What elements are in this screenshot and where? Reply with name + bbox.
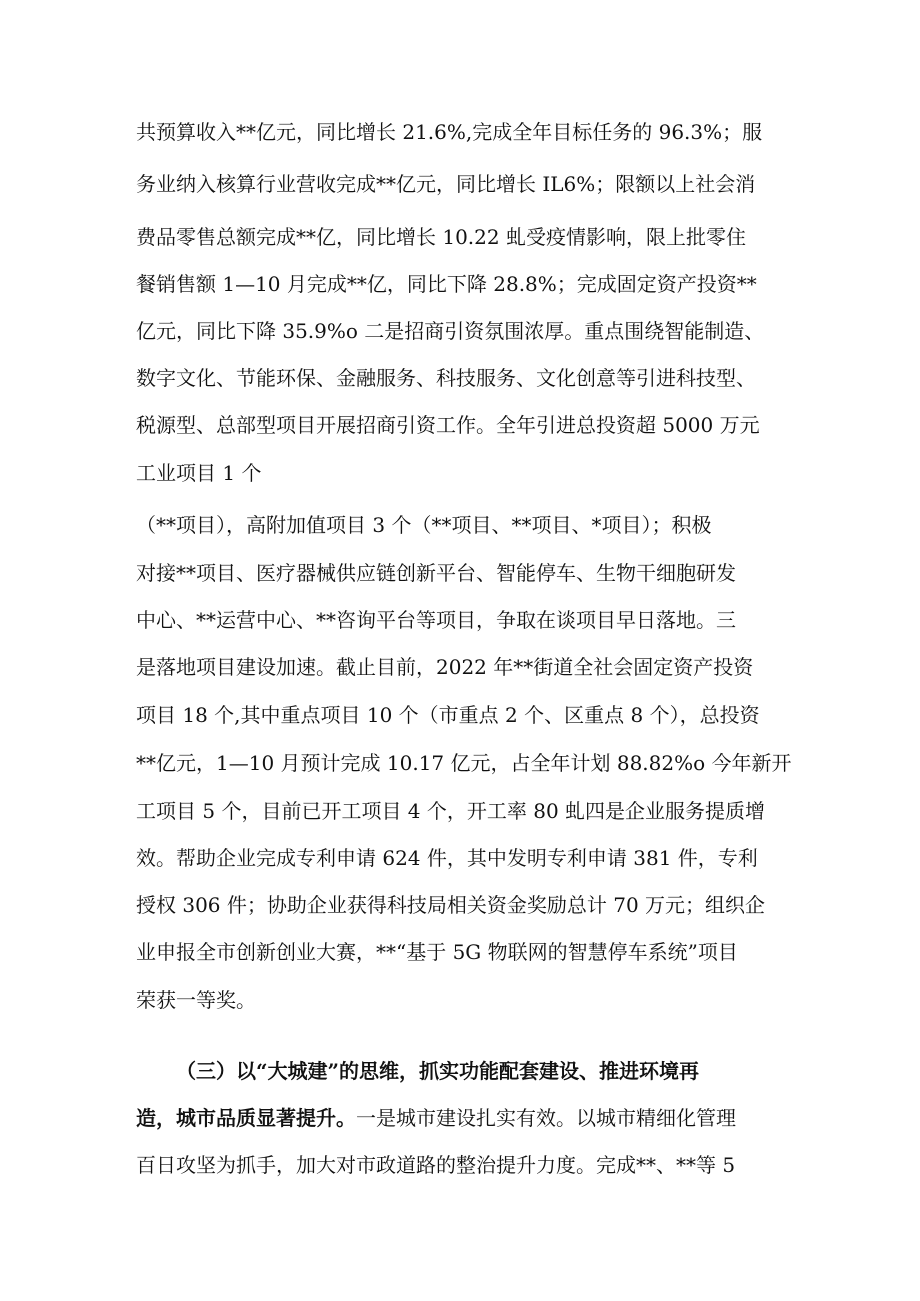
text-line: 餐销售额 1—10 月完成**亿，同比下降 28.8%；完成固定资产投资** — [136, 272, 757, 296]
text-line: 工项目 5 个，目前已开工项目 4 个，开工率 80 虬四是企业服务提质增 — [136, 799, 766, 823]
text-line: 务业纳入核算行业营收完成**亿元，同比增长 IL6%；限额以上社会消 — [136, 172, 756, 196]
text-line: （**项目），高附加值项目 3 个（**项目、**项目、*项目）；积极 — [136, 513, 712, 537]
text-line: 税源型、总部型项目开展招商引资工作。全年引进总投资超 5000 万元 — [136, 413, 760, 437]
text-line: 中心、**运营中心、**咨询平台等项目，争取在谈项目早日落地。三 — [136, 608, 736, 632]
text-line: **亿元，1—10 月预计完成 10.17 亿元，占全年计划 88.82%o 今年新开 — [136, 751, 792, 775]
text-line: 授权 306 件；协助企业获得科技局相关资金奖励总计 70 万元；组织企 — [136, 893, 766, 917]
text-line: 是落地项目建设加速。截止目前，2022 年**街道全社会固定资产投资 — [136, 655, 754, 679]
text-line: 百日攻坚为抓手，加大对市政道路的整治提升力度。完成**、**等 5 — [136, 1153, 736, 1177]
text-line: 业申报全市创新创业大赛，**“基于 5G 物联网的智慧停车系统”项目 — [136, 940, 738, 964]
text-line: 荣获一等奖。 — [136, 988, 256, 1012]
text-line — [136, 1098, 816, 1138]
text-line: 效。帮助企业完成专利申请 624 件，其中发明专利申请 381 件，专利 — [136, 846, 758, 870]
text-line: 共预算收入**亿元，同比增长 21.6%,完成全年目标任务的 96.3%；服 — [136, 120, 763, 144]
section-text: 一是城市建设扎实有效。以城市精细化管理 — [356, 1106, 736, 1130]
text-line: 对接**项目、医疗器械供应链创新平台、智能停车、生物干细胞研发 — [136, 561, 736, 585]
section-heading: （三）以“大城建”的思维，抓实功能配套建设、推进环境再 — [176, 1059, 700, 1083]
text-line: 项目 18 个,其中重点项目 10 个（市重点 2 个、区重点 8 个），总投资 — [136, 703, 760, 727]
text-line: 数字文化、节能环保、金融服务、科技服务、文化创意等引进科技型、 — [136, 366, 756, 390]
section-heading-end: 造，城市品质显著提升。 — [136, 1106, 356, 1130]
text-line: 工业项目 1 个 — [136, 461, 262, 485]
text-line: 费品零售总额完成**亿，同比增长 10.22 虬受疫情影响，限上批零住 — [136, 225, 746, 249]
text-line: 亿元，同比下降 35.9%o 二是招商引资氛围浓厚。重点围绕智能制造、 — [136, 319, 765, 343]
